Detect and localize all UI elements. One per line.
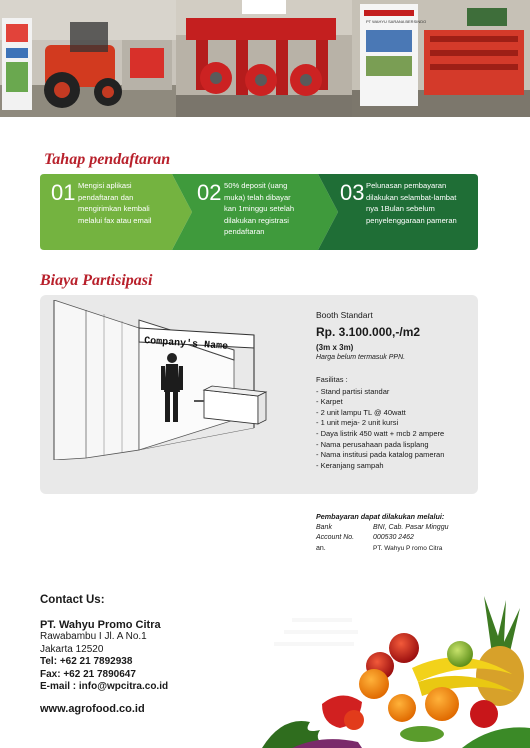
fruit-vegetables-image (262, 596, 530, 748)
payment-table (316, 523, 448, 555)
participation-title: Biaya Partisipasi (40, 272, 153, 289)
facility-item: - Keranjang sampah (316, 460, 384, 470)
fax: Fax: +62 21 7890647 (40, 668, 136, 680)
step-text: 50% deposit (uang muka) telah dibayar kan 1minggu setelah dilakukan registrasi pendaftaran (224, 181, 295, 236)
booth-size: (3m x 3m) (316, 343, 354, 352)
booth-title: Booth Standart (316, 310, 373, 320)
contact-heading: Contact Us: (40, 594, 105, 606)
facility-item: - Nama institusi pada katalog pameran (316, 450, 445, 460)
company-name: PT. Wahyu Promo Citra (40, 619, 161, 631)
step-1 (40, 174, 180, 250)
facility-item: - Karpet (316, 397, 343, 407)
step-number: 03 (340, 180, 365, 205)
email-link[interactable]: E-mail : info@wpcitra.co.id (40, 681, 169, 692)
banner-text: PT WAHYU SARANA BERSINDO (366, 19, 427, 24)
facility-item: - Daya listrik 450 watt + mcb 2 ampere (316, 428, 445, 438)
account-value: 000530 2462 (373, 534, 414, 541)
payment-info (316, 512, 448, 554)
facility-item: - Nama perusahaan pada lisplang (316, 439, 429, 449)
facilities-list (316, 387, 476, 472)
bank-value: BNI, Cab. Pasar Minggu (373, 523, 449, 531)
facility-item: - Stand partisi standar (316, 386, 390, 396)
payment-row (316, 544, 448, 555)
machinery-photo (176, 0, 352, 117)
booth-sign-text: Company's Name (143, 336, 229, 353)
registration-title: Tahap pendaftaran (44, 151, 171, 168)
step-2 (194, 174, 320, 250)
price-note: Harga belum termasuk PPN. (316, 354, 406, 361)
payment-heading: Pembayaran dapat dilakukan melalui: (316, 512, 445, 521)
registration-steps (40, 174, 478, 250)
facilities-label: Fasilitas : (316, 375, 348, 384)
account-label: Account No. (316, 534, 355, 541)
account-name-value: PT. Wahyu P romo Citra (373, 544, 443, 552)
facility-item: - 1 unit meja- 2 unit kursi (316, 418, 399, 428)
payment-row (316, 523, 448, 534)
payment-row (316, 533, 448, 544)
booth-illustration (44, 300, 279, 460)
telephone: Tel: +62 21 7892938 (40, 656, 133, 667)
facility-item: - 2 unit lampu TL @ 40watt (316, 407, 406, 417)
step-number: 01 (51, 180, 76, 205)
tractor-photo (0, 0, 176, 117)
contact-section (40, 594, 270, 715)
photo-strip (0, 0, 530, 117)
step-3 (338, 174, 478, 250)
booth-info (316, 310, 476, 471)
step-text: Mengisi aplikasi pendaftaran dan mengirimkan kembali melalui fax atau email (78, 181, 152, 225)
step-text: Pelunasan pembayaran dilakukan selambat-lambat nya 1Bulan sebelum penyelenggaraan pameran (366, 181, 457, 225)
address-line-1: Rawabambu I Jl. A No.1 (40, 631, 147, 642)
website-link[interactable]: www.agrofood.co.id (40, 702, 145, 715)
booth-price: Rp. 3.100.000,-/m2 (316, 325, 421, 339)
exhibition-booth-photo (352, 0, 530, 117)
account-name-label: an. (316, 544, 326, 552)
step-number: 02 (197, 180, 222, 205)
bank-label: Bank (316, 523, 332, 531)
address-line-2: Jakarta 12520 (40, 643, 104, 655)
